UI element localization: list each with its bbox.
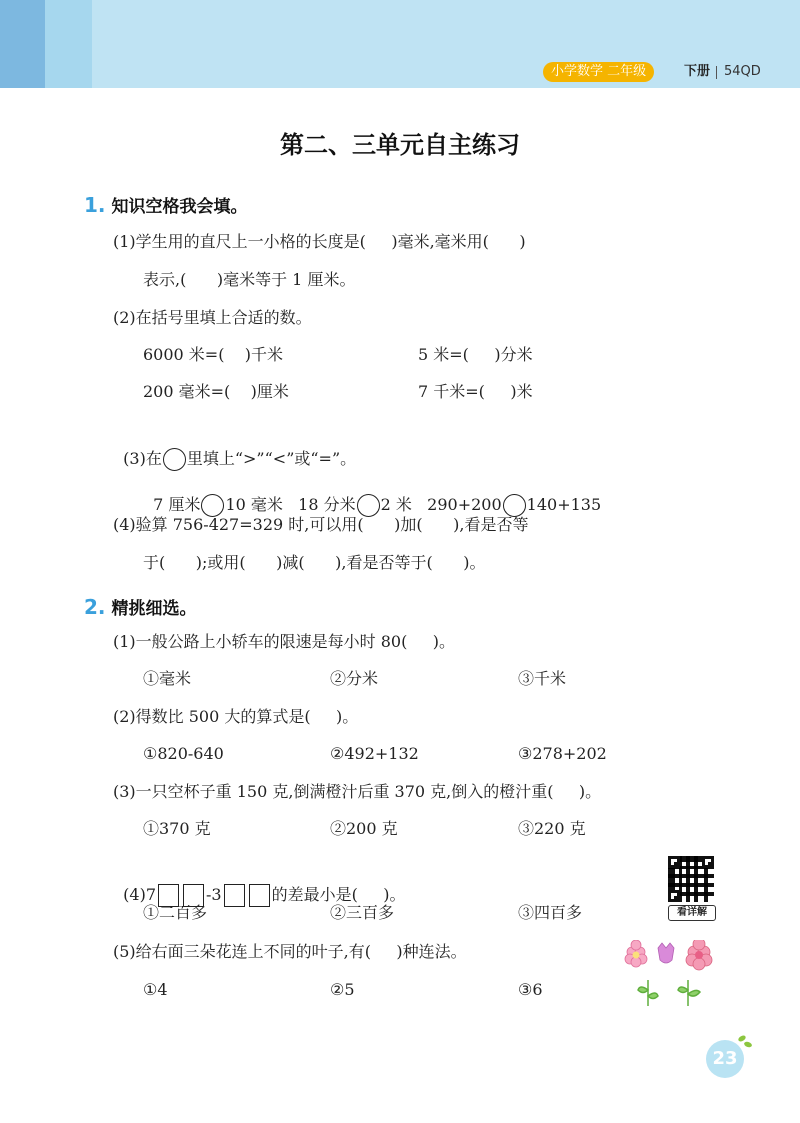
question-line bbox=[113, 423, 356, 471]
section-title: 知识空格我会填。 bbox=[111, 197, 248, 217]
header-stripe bbox=[45, 0, 92, 88]
choice-option[interactable]: ③四百多 bbox=[518, 903, 583, 922]
stems-and-leaves bbox=[638, 980, 700, 1006]
choice-option[interactable]: ②5 bbox=[330, 980, 355, 999]
choice-option[interactable]: ②200 克 bbox=[330, 819, 398, 838]
fill-item: 6000 米=( )千米 bbox=[143, 345, 284, 364]
compare-left: 7 厘米 bbox=[153, 495, 201, 514]
qr-caption: 看详解 bbox=[668, 905, 716, 921]
section-number: 2. bbox=[84, 595, 106, 619]
flower-icon bbox=[625, 940, 647, 967]
compare-right: 2 米 bbox=[380, 495, 412, 514]
digit-box[interactable] bbox=[249, 884, 270, 907]
question-text: 的差最小是( )。 bbox=[271, 885, 406, 904]
choice-option[interactable]: ①二百多 bbox=[143, 903, 208, 922]
question-line: (1)一般公路上小轿车的限速是每小时 80( )。 bbox=[113, 632, 456, 651]
choice-option[interactable]: ②三百多 bbox=[330, 903, 395, 922]
choice-option[interactable]: ③220 克 bbox=[518, 819, 586, 838]
flower-icon bbox=[686, 940, 712, 970]
page-title: 第二、三单元自主练习 bbox=[280, 131, 520, 159]
choice-option[interactable]: ③6 bbox=[518, 980, 543, 999]
compare-right: 140+135 bbox=[526, 495, 602, 514]
choice-option[interactable]: ③278+202 bbox=[518, 744, 607, 763]
volume-label: 下册 bbox=[684, 64, 711, 79]
section-1-heading bbox=[84, 192, 248, 217]
choice-option[interactable]: ②492+132 bbox=[330, 744, 419, 763]
leaf-icon bbox=[743, 1041, 752, 1048]
subject-grade-badge: 小学数学 二年级 bbox=[543, 62, 654, 82]
fill-item: 5 米=( )分米 bbox=[418, 345, 533, 364]
flowers-illustration bbox=[618, 940, 718, 1010]
question-line: (1)学生用的直尺上一小格的长度是( )毫米,毫米用( ) bbox=[113, 232, 526, 251]
fill-item: 7 千米=( )米 bbox=[418, 382, 533, 401]
question-line bbox=[113, 859, 406, 907]
choice-option[interactable]: ②分米 bbox=[330, 669, 379, 688]
compare-left: 18 分米 bbox=[298, 495, 356, 514]
question-text: (3)在 bbox=[123, 449, 162, 468]
qr-code-icon[interactable] bbox=[668, 856, 714, 902]
compare-row bbox=[143, 469, 601, 517]
choice-option[interactable]: ①820-640 bbox=[143, 744, 224, 763]
choice-option[interactable]: ①毫米 bbox=[143, 669, 192, 688]
section-title: 精挑细选。 bbox=[111, 599, 197, 619]
header-divider bbox=[716, 66, 717, 79]
compare-circle-icon bbox=[163, 448, 186, 471]
qr-finder bbox=[702, 856, 714, 868]
question-line: (5)给右面三朵花连上不同的叶子,有( )种连法。 bbox=[113, 942, 467, 961]
question-line: (2)在括号里填上合适的数。 bbox=[113, 308, 312, 327]
question-line: 表示,( )毫米等于 1 厘米。 bbox=[143, 270, 356, 289]
section-2-heading bbox=[84, 594, 197, 619]
fill-item: 200 毫米=( )厘米 bbox=[143, 382, 289, 401]
compare-right: 10 毫米 bbox=[225, 495, 283, 514]
question-line: (3)一只空杯子重 150 克,倒满橙汁后重 370 克,倒入的橙汁重( )。 bbox=[113, 782, 602, 801]
compare-left: 290+200 bbox=[427, 495, 502, 514]
qr-finder bbox=[668, 856, 680, 868]
choice-option[interactable]: ①4 bbox=[143, 980, 168, 999]
question-text: (4)7 bbox=[123, 885, 157, 904]
section-number: 1. bbox=[84, 193, 106, 217]
question-text: 里填上“>”“<”或“=”。 bbox=[186, 449, 357, 468]
edition-label: 54QD bbox=[724, 64, 761, 79]
question-text: -3 bbox=[206, 885, 222, 904]
choice-option[interactable]: ①370 克 bbox=[143, 819, 211, 838]
page-number: 23 bbox=[706, 1040, 744, 1078]
page-header bbox=[0, 0, 800, 88]
question-line: 于( );或用( )减( ),看是否等于( )。 bbox=[143, 553, 486, 572]
digit-box[interactable] bbox=[224, 884, 245, 907]
header-stripe bbox=[0, 0, 45, 88]
tulip-icon bbox=[658, 943, 674, 963]
qr-finder bbox=[668, 890, 680, 902]
question-line: (4)验算 756-427=329 时,可以用( )加( ),看是否等 bbox=[113, 515, 529, 534]
question-line: (2)得数比 500 大的算式是( )。 bbox=[113, 707, 359, 726]
choice-option[interactable]: ③千米 bbox=[518, 669, 567, 688]
